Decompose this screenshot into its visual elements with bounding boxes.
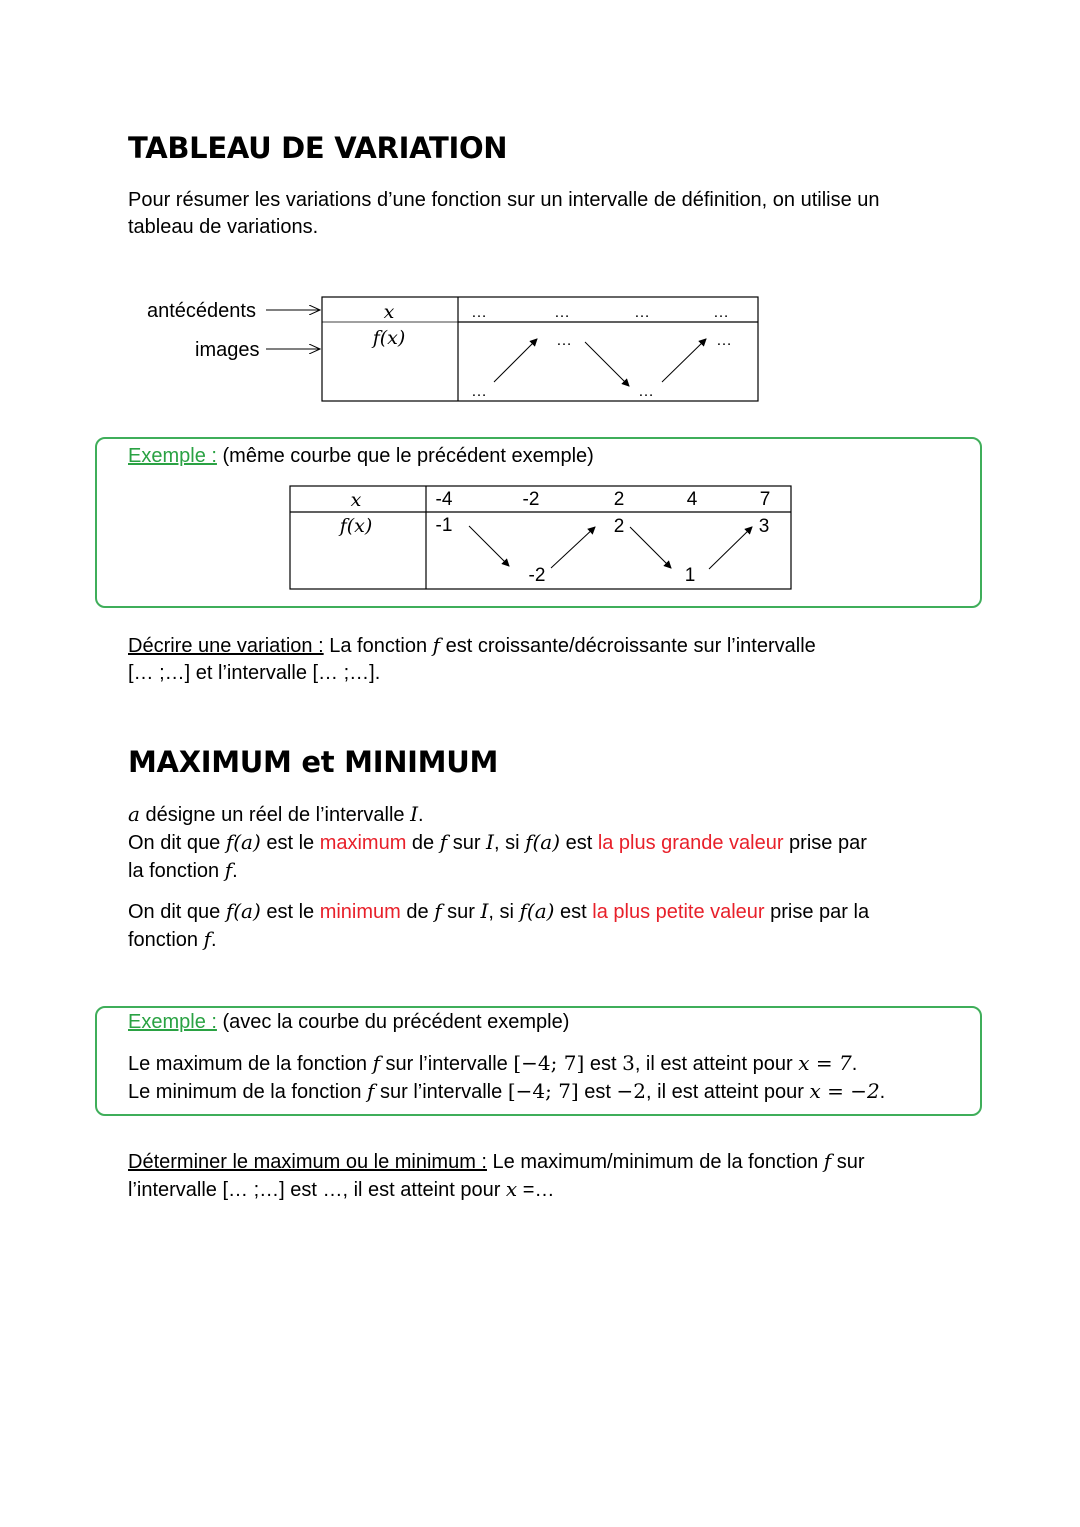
diagram-x-placeholder: … [554,304,570,321]
determine-text: Le maximum/minimum de la fonction [486,1151,824,1173]
min-definition-paragraph [128,898,1008,954]
describe-variation-paragraph [128,632,1008,687]
min-phrase: la plus petite valeur [592,901,765,923]
min-text: de [400,901,435,923]
max-text: prise par [783,832,867,854]
max-word: maximum [319,832,407,854]
label-antecedents: antécédents [147,300,256,322]
example1-fx-value: -1 [435,515,453,536]
max-text: . [232,860,238,882]
example1-row-x: x [350,489,362,511]
determine-text: =… [517,1179,555,1201]
diagram-fx-placeholder: … [556,332,572,349]
example1-arrow-up [709,527,752,569]
intro-paragraph [128,187,988,241]
example2-x-eq: x = −2 [809,1079,880,1103]
max-text: est [560,832,598,854]
max-text: sur [447,832,487,854]
diagram-x-placeholder: … [471,304,487,321]
determine-line-1 [128,1148,1008,1176]
min-text: prise par la [764,901,870,923]
example1-x-value: 2 [613,489,625,510]
max-text: On dit que [128,832,226,854]
min-def-line-1 [128,898,1008,926]
example1-fx-value: -2 [528,565,546,586]
determine-paragraph [128,1148,1008,1204]
max-phrase: la plus grande valeur [597,832,784,854]
example1-x-value: 4 [686,489,698,510]
min-text: fonction [128,929,204,951]
diagram-row-x: x [383,301,395,323]
example2-text: . [851,1053,858,1075]
def-var-a: a [128,802,140,826]
def-text: . [418,804,424,826]
diagram-x-placeholder: … [634,304,650,321]
example2-max-value: 3 [622,1051,635,1075]
min-fa: f(a) [225,899,261,923]
min-text: sur [441,901,481,923]
example2-interval: [−4; 7] [513,1051,585,1075]
max-text: , si [493,832,526,854]
max-def-line-2 [128,857,1008,885]
max-def-line-1 [128,829,1008,857]
min-I: I [480,899,489,923]
example2-min-line [128,1078,968,1106]
min-text: . [211,929,217,951]
example2-text: (avec la courbe du précédent exemple) [216,1011,570,1033]
min-text: est [554,901,593,923]
describe-text: La fonction [323,635,433,657]
example2-text: sur l’intervalle [379,1053,514,1075]
def-line [128,801,1008,829]
example2-interval: [−4; 7] [507,1079,579,1103]
example2-text: Le minimum de la fonction [128,1081,368,1103]
diagram-arrow-up [662,339,706,382]
describe-var: f [432,633,441,657]
definition-paragraph [128,801,1008,885]
example2-text: . [879,1081,886,1103]
diagram-arrow-up [494,339,537,382]
example2-label: Exemple : [128,1011,217,1033]
determine-label: Déterminer le maximum ou le minimum : [128,1151,487,1173]
determine-x: x [505,1177,518,1201]
max-text: de [406,832,440,854]
determine-line-2 [128,1176,1008,1204]
diagram-x-placeholder: … [713,304,729,321]
min-text: est le [260,901,320,923]
example1-x-value: 7 [759,489,771,510]
max-f: f [224,858,233,882]
determine-text: sur [831,1151,865,1173]
intro-line-1: Pour résumer les variations d’une fonction sur un intervalle de définition, on utilise un [128,189,880,211]
example1-text: (même courbe que le précédent exemple) [216,445,594,467]
example1-fx-value: 1 [684,565,696,586]
def-var-I: I [410,802,419,826]
example2-max-line [128,1050,968,1078]
diagram-fx-placeholder: … [471,383,487,400]
example2-min-value: −2 [616,1079,647,1103]
min-f: f [434,899,442,923]
describe-line-2: [… ;…] et l’intervalle [… ;…]. [128,662,381,684]
diagram-arrow-down [585,342,629,386]
intro-line-2: tableau de variations. [128,216,319,238]
example1-fx-value: 3 [758,516,770,537]
describe-line-1 [128,632,1008,660]
example1-arrow-up [551,527,595,568]
example1-x-value: -2 [522,489,540,510]
max-I: I [486,830,494,854]
min-text: , si [488,901,520,923]
variation-table-diagram [140,288,780,408]
max-fa: f(a) [525,830,561,854]
example2-text: sur l’intervalle [374,1081,508,1103]
example2-content [128,1050,968,1106]
example1-fx-value: 2 [613,516,625,537]
label-images: images [195,339,260,361]
example2-text: , il est atteint pour [646,1081,810,1103]
example2-f: f [372,1051,380,1075]
max-text: la fonction [128,860,225,882]
example2-text: est [584,1053,623,1075]
min-word: minimum [319,901,401,923]
example1-arrow-down [469,526,509,566]
describe-label: Décrire une variation : [128,635,324,657]
min-def-line-2 [128,926,1008,954]
diagram-fx-placeholder: … [638,383,654,400]
example2-heading [128,1009,569,1036]
max-f: f [439,830,448,854]
example2-text: , il est atteint pour [634,1053,799,1075]
example2-f: f [367,1079,375,1103]
max-text: est le [260,832,320,854]
example1-row-fx: f(x) [339,515,373,537]
example2-x-eq: x = 7 [798,1051,852,1075]
min-f: f [203,927,212,951]
diagram-fx-placeholder: … [716,332,732,349]
example1-x-value: -4 [435,489,453,510]
diagram-row-fx: f(x) [372,327,406,349]
example1-variation-table [289,485,793,591]
section-title-max-min: MAXIMUM et MINIMUM [128,745,499,779]
determine-var: f [823,1149,832,1173]
describe-text: est croissante/décroissante sur l’intervalle [440,635,816,657]
example2-text: Le maximum de la fonction [128,1053,373,1075]
example1-arrow-down [630,527,671,568]
determine-text: l’intervalle [… ;…] est …, il est atteint pour [128,1179,506,1201]
def-text: désigne un réel de l’intervalle [139,804,411,826]
section-title-variation: TABLEAU DE VARIATION [128,131,508,165]
example1-heading [128,443,594,470]
example1-label: Exemple : [128,445,217,467]
min-fa: f(a) [519,899,555,923]
max-fa: f(a) [225,830,261,854]
example2-text: est [578,1081,617,1103]
min-text: On dit que [128,901,226,923]
